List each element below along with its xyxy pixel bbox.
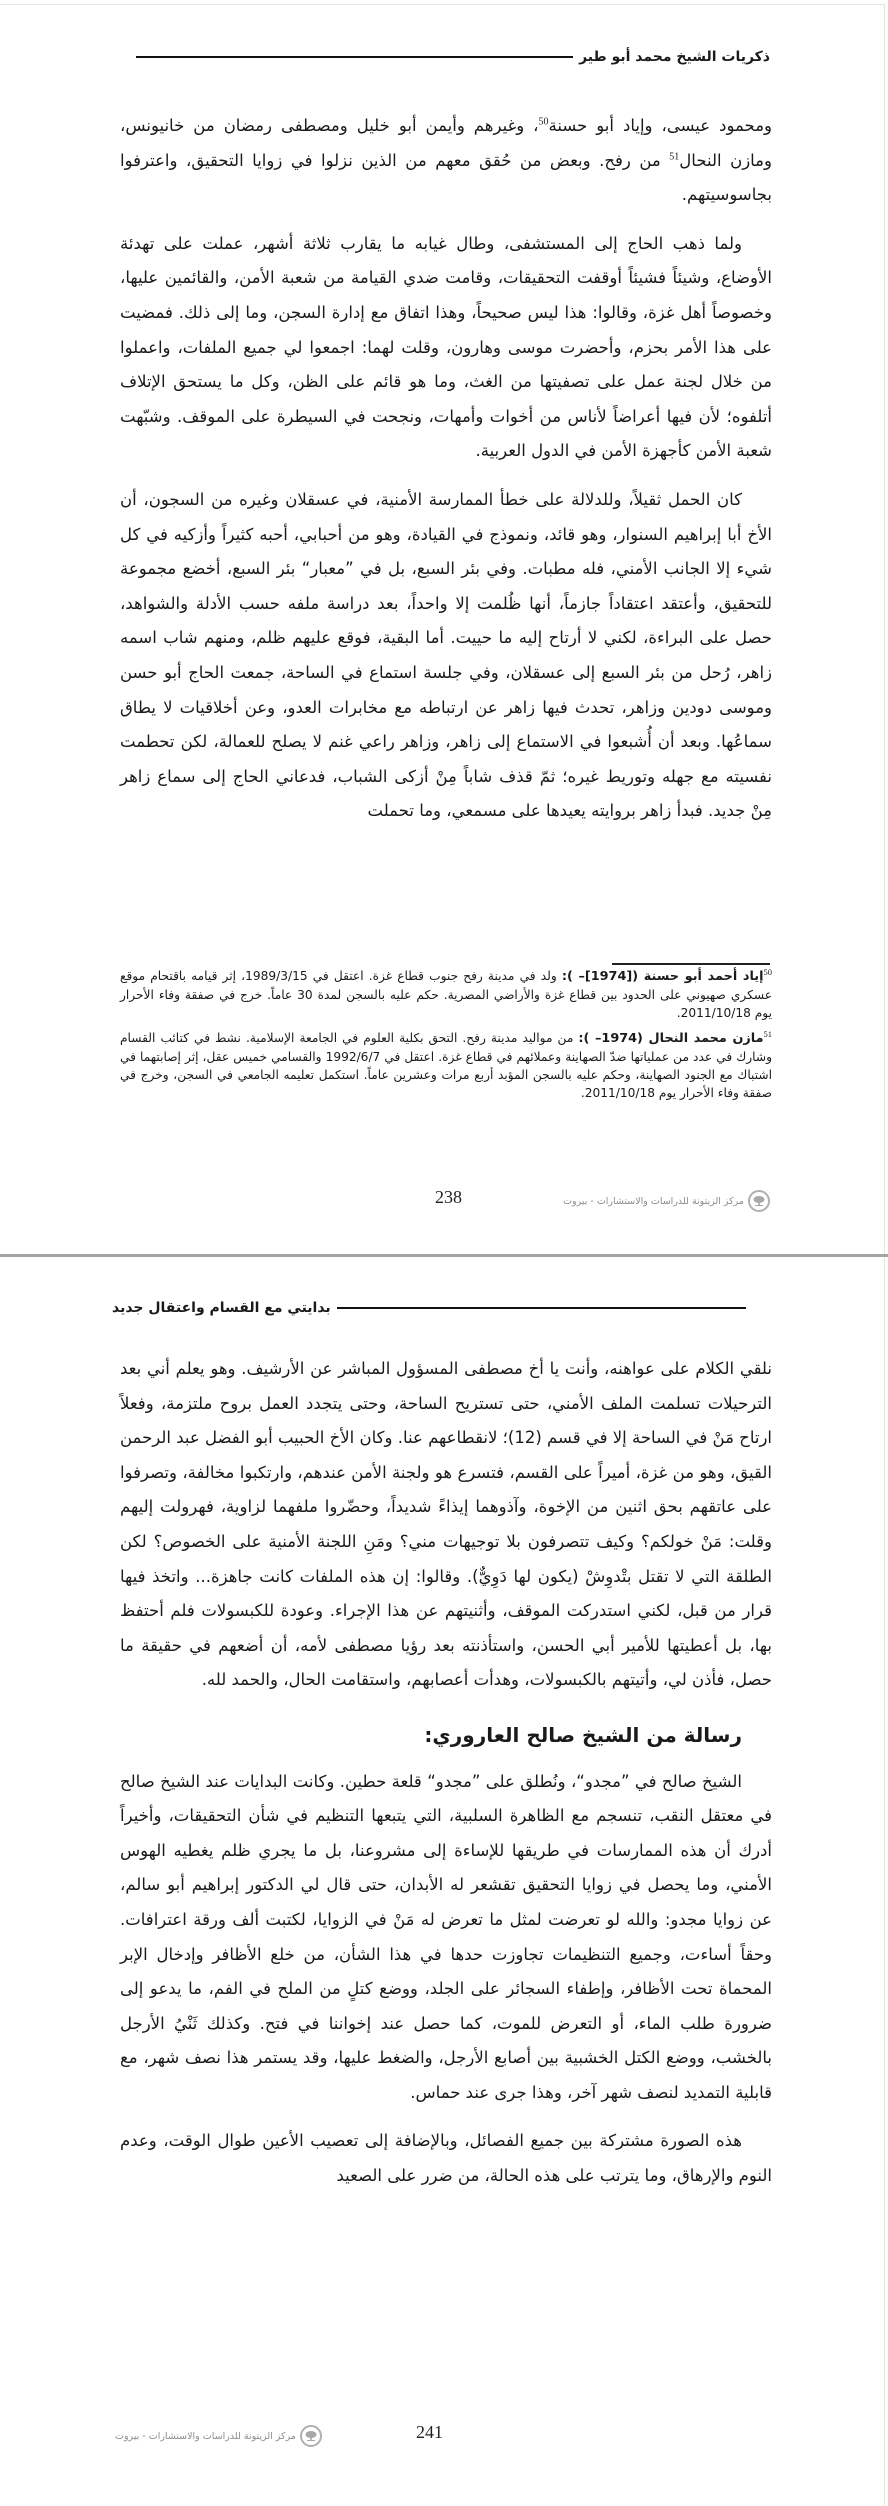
book-page-241 — [0, 1258, 885, 2506]
publisher-credit — [115, 2425, 322, 2447]
paragraph: الشيخ صالح في ”مجدو“، ونُطلق على ”مجدو“ قلعة حطين. وكانت البدايات عند الشيخ صالح في معتقل النقب، تنسجم مع الظاهرة السلبية، التي يتبعها التنظيم في شأن التحقيقات، وأخيراً أدرك أن هذه الممارسات في طريقها للإساءة إلى مشروعنا، بل ما يجري ظلم يغطيه الهوس الأمني، وما يحصل في زوايا التحقيق تقشعر له الأبدان، حتى قال لي الدكتور إبراهيم أبو سالم، عن زوايا مجدو: والله لو تعرضت لمثل ما تعرض له مَنْ في الزوايا، لكتبت ألف ورقة اعترافات. وحقاً أساءت، وجميع التنظيمات تجاوزت حدها في هذا الشأن، من خلع الأظافر وإدخال الإبر المحماة تحت الأظافر، وإطفاء السجائر على الجلد، ووضع كتلٍ من الملح في الفم، ما يدعو إلى ضرورة طلب الماء، أو التعرض للموت، كما حصل عند إخواننا في فتح. وكذلك ثَنْيُ الأرجل بالخشب، ووضع الكتل الخشبية بين أصابع الأرجل، والضغط عليها، وقد يستمر هذا نصف شهر، مع قابلية التمديد لنصف شهر آخر، وهذا جرى عند حماس. — [120, 1771, 772, 2102]
footnote-text: من مواليد مدينة رفح. التحق بكلية العلوم في الجامعة الإسلامية. نشط في كتائب القسام وشارك في عدد من عملياتها ضدّ الصهاينة وعملائهم في قطاع غزة. اعتقل في 1992/6/7 والقسامي خميس عقل، إثر إصابتهما في اشتباك مع الجنود الصهاينة، وحكم عليه بالسجن المؤبد أربع مرات وعشرين عاماً. استكمل تعليمه الجامعي في السجن، وخرج في صفقة وفاء الأحرار يوم 2011/10/18. — [120, 1030, 772, 1101]
paragraph: كان الحمل ثقيلاً، وللدلالة على خطأ الممارسة الأمنية، في عسقلان وغيره من السجون، أن الأخ أبا إبراهيم السنوار، وهو قائد، ونموذج في القيادة، وهو من أحبابي، أحبه كثيراً وأزكيه في كل شيء إلا الجانب الأمني، فله مطبات. وفي بئر السبع، بل في ”معبار“ بئر السبع، أخضع مجموعة للتحقيق، وأعتقد اعتقاداً جازماً، أنها ظُلمت إلا واحداً، بعد دراسة ملفه حسب الأدلة والشواهد، حصل على البراءة، لكني لا أرتاح إليه ما حييت. أما البقية، فوقع عليهم ظلم، ومنهم شاب اسمه زاهر، رُحل من بئر السبع إلى عسقلان، وفي جلسة استماع في الساحة، جمعت الحاج أبو حسن وموسى دودين وزاهر، تحدث فيها زاهر عن ارتباطه مع مخابرات العدو، وعن أخلاقيات لا يطاق سماعُها. وبعد أن أُشبعوا في الاستماع إلى زاهر، وزاهر راعي غنم لا يصلح للعمالة، لكن تحطمت نفسيته مع جهله وتوريط غيره؛ ثمّ قذف شاباً مِنْ أزكى الشباب، فدعاني الحاج إلى سماع زاهر مِنْ جديد. فبدأ زاهر بروايته يعيدها على مسمعي، وما تحملت — [120, 489, 772, 821]
olive-tree-logo-icon — [300, 2425, 322, 2447]
page-footer — [0, 2420, 888, 2450]
footnote-51 — [120, 1029, 772, 1103]
page-number: 241 — [416, 2422, 443, 2442]
paragraph-text: من رفح. وبعض من حُقق معهم من الذين نزلوا في زوايا التحقيق، واعترفوا بجاسوسيتهم. — [120, 150, 772, 205]
publisher-name: مركز الزيتونة للدراسات والاستشارات - بيروت — [563, 1195, 744, 1207]
running-head-rule — [337, 1307, 746, 1309]
footnote-reference-51[interactable]: 51 — [669, 151, 680, 163]
paragraph-text: ومحمود عيسى، وإياد أبو حسنة — [548, 116, 772, 135]
footnote-number: 50 — [763, 966, 772, 977]
footnote-reference-50[interactable]: 50 — [538, 116, 549, 128]
page-number: 238 — [435, 1187, 462, 1207]
running-head-rule — [136, 56, 573, 58]
paragraph-text: ، وغيرهم وأيمن أبو خليل ومصطفى رمضان من خانيونس، ومازن النحال — [120, 116, 772, 170]
footnotes — [120, 967, 772, 1108]
footnote-50 — [120, 967, 772, 1023]
section-heading: رسالة من الشيخ صالح العاروري: — [424, 1722, 742, 1747]
running-head — [130, 45, 770, 69]
footnote-person-name: إياد أحمد أبو حسنة ([1974]– ): — [561, 969, 764, 984]
running-head — [112, 1296, 752, 1320]
footnote-text: ولد في مدينة رفح جنوب قطاع غزة. اعتقل في 1989/3/15، إثر قيامه باقتحام موقع عسكري صهيوني على الحدود بين قطاع غزة والأراضي المصرية. حكم عليه بالسجن لمدة 30 عاماً. خرج في صفقة وفاء الأحرار يوم 2011/10/18. — [120, 969, 772, 1021]
publisher-name: مركز الزيتونة للدراسات والاستشارات - بيروت — [115, 2430, 296, 2442]
olive-tree-logo-icon — [748, 1190, 770, 1212]
footnote-person-name: مازن محمد النحال (1974– ): — [578, 1030, 764, 1046]
book-page-238 — [0, 4, 885, 1255]
running-head-title: بدايتي مع القسام واعتقال جديد — [112, 1300, 331, 1316]
page-divider — [0, 1254, 888, 1257]
page-body — [120, 109, 772, 843]
page-footer — [0, 1185, 888, 1215]
paragraph: هذه الصورة مشتركة بين جميع الفصائل، وبالإضافة إلى تعصيب الأعين طوال الوقت، وعدم النوم والإرهاق، وما يترتب على هذه الحالة، من ضرر على الصعيد — [120, 2131, 772, 2186]
paragraph: نلقي الكلام على عواهنه، وأنت يا أخ مصطفى المسؤول المباشر عن الأرشيف. وهو يعلم أني بعد الترحيلات تسلمت الملف الأمني، حتى تستريح الساحة، وحتى يتجدد العمل بروح ملتزمة، وفعلاً ارتاح مَنْ في الساحة إلا في قسم (12)؛ لانقطاعهم عنا. وكان الأخ الحبيب أبو الفضل عبد الرحمن القيق، وهو من غزة، أميراً على القسم، فتسرع هو ولجنة الأمن عندهم، وارتكبوا مخالفة، وتصرفوا على عاتقهم بحق اثنين من الإخوة، وآذوهما إيذاءً شديداً، وحضّروا ملفهما لزاوية، فهرولت إليهم وقلت: مَنْ خولكم؟ وكيف تتصرفون بلا توجيهات مني؟ ومَنِ اللجنة الأمنية على الخصوص؟ لكن الطلقة التي لا تقتل بتْدوِشْ (يكون لها دَوِيٌّ). وقالوا: إن هذه الملفات كانت جاهزة... واتخذ فيها قرار من قبل، لكني استدركت الموقف، وأثنيتهم عن هذا الإجراء. وعودة للكبسولات فلم أحتفظ بها، بل أعطيتها للأمير أبي الحسن، واستأذنته بعد رؤيا مصطفى لأمه، أن أضعهم في حقيقة ما حصل، فأذن لي، وأتيتهم بالكبسولات، وهدأت أعصابهم، واستقامت الحال، والحمد لله. — [120, 1359, 772, 1690]
running-head-title: ذكريات الشيخ محمد أبو طير — [579, 49, 770, 65]
publisher-credit — [563, 1190, 770, 1212]
page-body — [120, 1352, 772, 2208]
footnote-separator — [612, 963, 770, 965]
footnote-number: 51 — [763, 1028, 772, 1039]
paragraph — [120, 109, 772, 213]
paragraph: ولما ذهب الحاج إلى المستشفى، وطال غيابه ما يقارب ثلاثة أشهر، عملت على تهدئة الأوضاع، وشيئاً فشيئاً أوقفت التحقيقات، وقامت ضدي القيامة من شعبة الأمن، والقائمين عليها، وخصوصاً أهل غزة، وقالوا: هذا ليس صحيحاً، وهذا اتفاق مع إدارة السجن، وما إلى ذلك. فمضيت على هذا الأمر بحزم، وأحضرت موسى وهارون، وقلت لهما: اجمعوا لي جميع الملفات، واعملوا من خلال لجنة عمل على تصفيتها من الغث، وما هو قائم على الظن، وكل ما يستحق الإتلاف أتلفوه؛ لأن فيها أعراضاً لأناس من أخوات وأمهات، ونجحت في السيطرة على الموقف. وشبّهت شعبة الأمن كأجهزة الأمن في الدول العربية. — [120, 233, 772, 461]
